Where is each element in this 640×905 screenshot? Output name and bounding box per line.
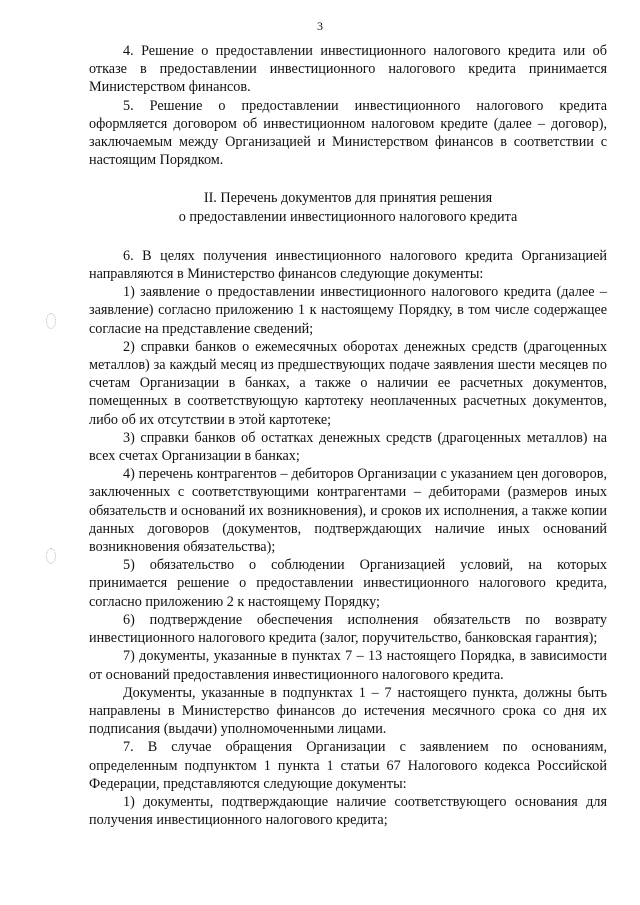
document-body xyxy=(89,42,607,829)
section-heading-line-1: II. Перечень документов для принятия решения xyxy=(203,190,493,207)
punch-hole-mark xyxy=(46,313,56,329)
subitem-4-debtor-list: 4) перечень контрагентов – дебиторов Организации с указанием цен договоров, заключенных с соответствующими контрагентами – дебиторами (размеров иных обязательств и оснований их возникновения), и сроков их исполнения, а также копии данных договоров (документов, подтверждающих наличие иных оснований возникновения обязательства); xyxy=(89,466,607,556)
paragraph-deadline-note: Документы, указанные в подпунктах 1 – 7 настоящего пункта, должны быть направлены в Министерство финансов до истечения месячного срока со дня их подписания (выдачи) уполномоченными лицами. xyxy=(89,684,607,738)
paragraph-item-5: 5. Решение о предоставлении инвестиционного налогового кредита оформляется договором об инвестиционном налоговом кредите (далее – договор), заключаемым между Организацией и Министерством финансов в соответствии с настоящим Порядком. xyxy=(89,97,607,169)
subitem-1-application: 1) заявление о предоставлении инвестиционного налогового кредита (далее – заявление) согласно приложению 1 к настоящему Порядку, в том числе содержащее согласие на представление сведений; xyxy=(89,284,607,337)
item-7-subitem-1: 1) документы, подтверждающие наличие соответствующего основания для получения инвестиционного налогового кредита; xyxy=(89,793,607,829)
section-heading xyxy=(89,189,607,225)
punch-hole-mark xyxy=(46,548,56,564)
subitem-6-security: 6) подтверждение обеспечения исполнения обязательств по возврату инвестиционного налогового кредита (залог, поручительство, банковская гарантия); xyxy=(89,611,607,647)
subitem-3-bank-balance-certificates: 3) справки банков об остатках денежных средств (драгоценных металлов) на всех счетах Организации в банках; xyxy=(89,429,607,465)
paragraph-item-4: 4. Решение о предоставлении инвестиционного налогового кредита или об отказе в предоставлении инвестиционного налогового кредита принимается Министерством финансов. xyxy=(89,43,607,96)
subitem-5-obligation: 5) обязательство о соблюдении Организацией условий, на которых принимается решение о предоставлении инвестиционного налогового кредита, согласно приложению 2 к настоящему Порядку; xyxy=(89,557,607,610)
paragraph-item-6: 6. В целях получения инвестиционного налогового кредита Организацией направляются в Министерство финансов следующие документы: xyxy=(89,247,607,283)
paragraph-item-7: 7. В случае обращения Организации с заявлением по основаниям, определенным подпунктом 1 пункта 1 статьи 67 Налогового кодекса Российской Федерации, представляются следующие документы: xyxy=(89,739,607,792)
subitem-7-documents: 7) документы, указанные в пунктах 7 – 13 настоящего Порядка, в зависимости от оснований предоставления инвестиционного налогового кредита. xyxy=(89,648,607,683)
section-heading-line-2: о предоставлении инвестиционного налогового кредита xyxy=(178,208,518,225)
page-number: 3 xyxy=(317,19,323,33)
subitem-2-bank-turnover-certificates: 2) справки банков о ежемесячных оборотах денежных средств (драгоценных металлов) за каждый месяц из предшествующих подаче заявления шести месяцев по счетам Организации в банках, а также о наличии ее расчетных документов, помещенных в соответствующую картотеку неоплаченных расчетных документов, либо об их отсутствии в этой картотеке; xyxy=(89,338,607,428)
